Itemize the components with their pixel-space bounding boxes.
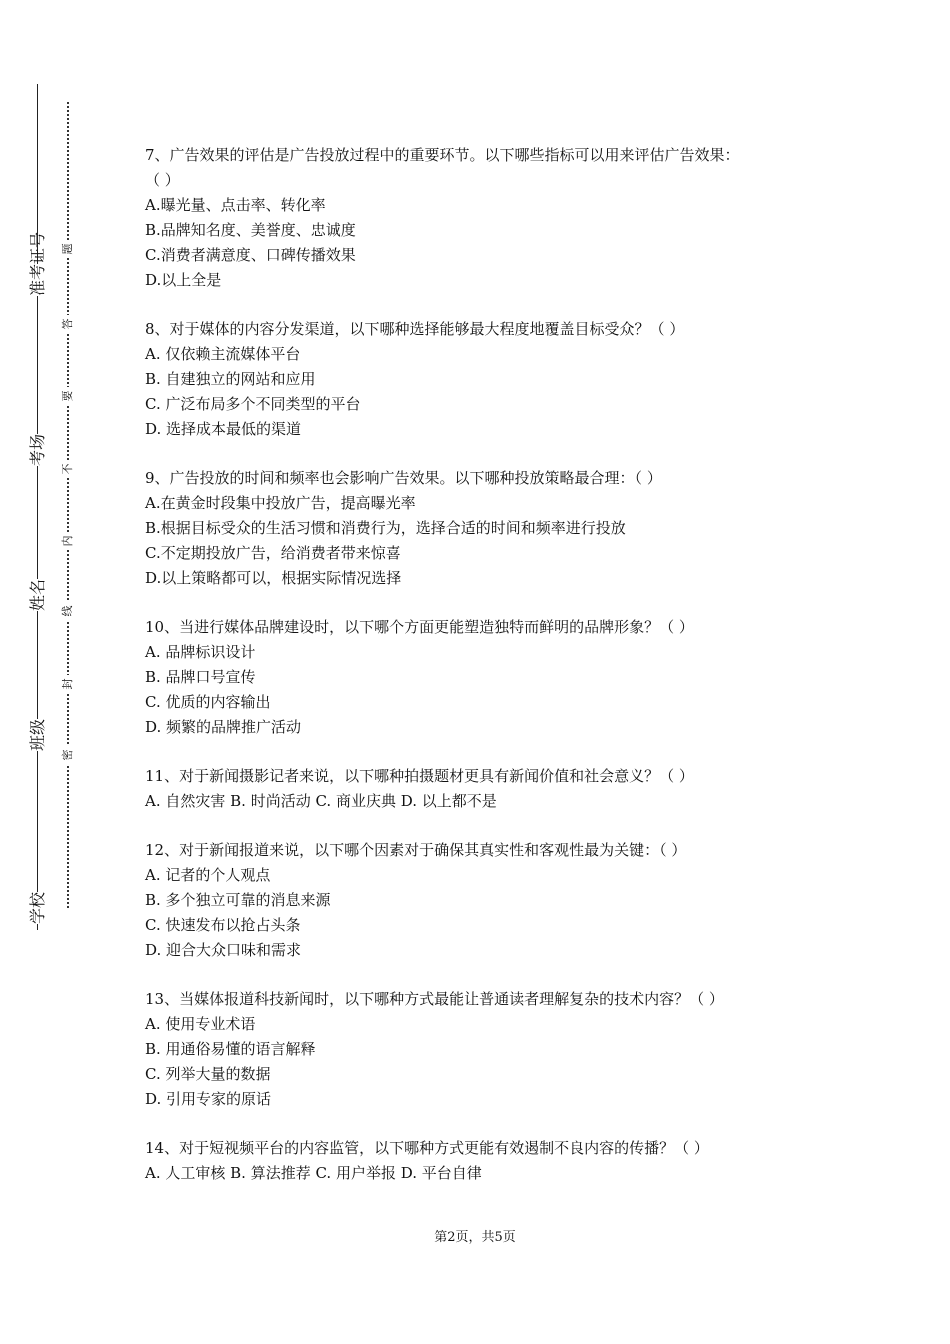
option-c: C. 优质的内容输出: [145, 693, 271, 711]
option-b: B. 品牌口号宣传: [145, 668, 256, 686]
option-c: C.消费者满意度、口碑传播效果: [145, 246, 356, 264]
option-d: D. 迎合大众口味和需求: [145, 941, 302, 959]
option-d: D.以上策略都可以，根据实际情况选择: [145, 569, 402, 587]
option-b: B. 多个独立可靠的消息来源: [145, 891, 331, 909]
option-d: D. 引用专家的原话: [145, 1090, 272, 1108]
question-stem: 8、对于媒体的内容分发渠道，以下哪种选择能够最大程度地覆盖目标受众？（ ）: [145, 320, 685, 338]
question-9: [145, 466, 845, 591]
page-number: 第2页，共5页: [434, 1230, 516, 1245]
exam-id-label: 准考证号: [28, 231, 47, 296]
option-a: A.曝光量、点击率、转化率: [145, 196, 326, 214]
question-stem: 11、对于新闻摄影记者来说，以下哪种拍摄题材更具有新闻价值和社会意义？（ ）: [145, 767, 694, 785]
option-c: C. 列举大量的数据: [145, 1065, 271, 1083]
option-b: B.品牌知名度、美誉度、忠诚度: [145, 221, 356, 239]
question-8: [145, 317, 845, 442]
seal-char: 要: [62, 387, 74, 405]
option-d: D. 频繁的品牌推广活动: [145, 718, 302, 736]
options-inline: A. 自然灾害 B. 时尚活动 C. 商业庆典 D. 以上都不是: [145, 792, 497, 810]
seal-char: 不: [62, 460, 74, 478]
option-a: A. 记者的个人观点: [145, 866, 271, 884]
binding-solid-line: [37, 84, 38, 930]
seal-char: 封: [62, 675, 74, 693]
question-14: [145, 1136, 845, 1186]
question-stem: 9、广告投放的时间和频率也会影响广告效果。以下哪种投放策略最合理：（ ）: [145, 469, 662, 487]
option-d: D.以上全是: [145, 271, 222, 289]
question-stem: 12、对于新闻报道来说，以下哪个因素对于确保其真实性和客观性最为关键：（ ）: [145, 841, 687, 859]
exam-room-label: 考场: [28, 433, 47, 466]
option-a: A.在黄金时段集中投放广告，提高曝光率: [145, 494, 416, 512]
question-11: [145, 764, 845, 814]
option-d: D. 选择成本最低的渠道: [145, 420, 302, 438]
question-7: [145, 143, 845, 293]
class-label: 班级: [28, 718, 47, 751]
question-12: [145, 838, 845, 963]
question-13: [145, 987, 845, 1112]
seal-char: 内: [62, 532, 74, 550]
option-c: C. 广泛布局多个不同类型的平台: [145, 395, 361, 413]
school-label: 学校: [28, 891, 47, 924]
question-10: [145, 615, 845, 740]
option-a: A. 仅依赖主流媒体平台: [145, 345, 301, 363]
option-b: B. 用通俗易懂的语言解释: [145, 1040, 316, 1058]
seal-char: 线: [62, 602, 74, 620]
seal-char: 密: [62, 746, 74, 764]
question-list: [145, 143, 845, 1186]
option-c: C. 快速发布以抢占头条: [145, 916, 301, 934]
question-stem: 14、对于短视频平台的内容监管，以下哪种方式更能有效遏制不良内容的传播？（ ）: [145, 1139, 709, 1157]
option-b: B.根据目标受众的生活习惯和消费行为，选择合适的时间和频率进行投放: [145, 519, 626, 537]
answer-bracket: （ ）: [145, 171, 180, 189]
question-stem: 7、广告效果的评估是广告投放过程中的重要环节。以下哪些指标可以用来评估广告效果：: [145, 146, 740, 164]
question-stem: 10、当进行媒体品牌建设时，以下哪个方面更能塑造独特而鲜明的品牌形象？（ ）: [145, 618, 694, 636]
seal-dotted-line: [67, 102, 69, 908]
student-name-label: 姓名: [28, 578, 47, 611]
seal-char: 答: [62, 315, 74, 333]
question-stem: 13、当媒体报道科技新闻时，以下哪种方式最能让普通读者理解复杂的技术内容？（ ）: [145, 990, 724, 1008]
seal-char: 题: [62, 240, 74, 258]
option-b: B. 自建独立的网站和应用: [145, 370, 316, 388]
options-inline: A. 人工审核 B. 算法推荐 C. 用户举报 D. 平台自律: [145, 1164, 482, 1182]
option-c: C.不定期投放广告，给消费者带来惊喜: [145, 544, 401, 562]
binding-margin: [0, 0, 110, 1344]
option-a: A. 使用专业术语: [145, 1015, 256, 1033]
option-a: A. 品牌标识设计: [145, 643, 256, 661]
